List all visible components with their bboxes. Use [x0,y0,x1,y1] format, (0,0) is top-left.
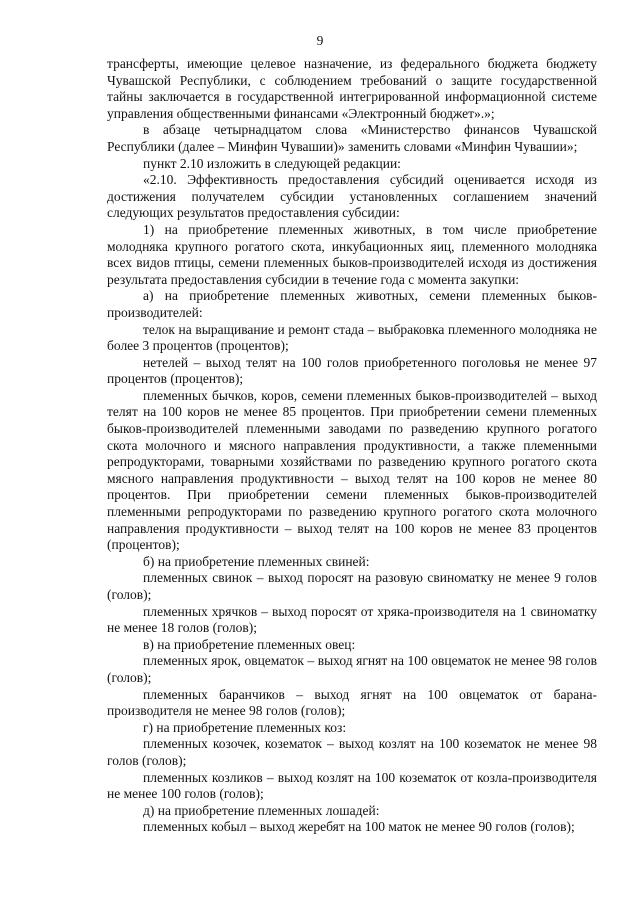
paragraph-17: племенных козочек, козематок – выход козлят на 100 козематок не менее 98 голов (голов); [107,736,597,768]
paragraph-20: племенных кобыл – выход жеребят на 100 маток не менее 90 голов (голов); [143,819,575,835]
paragraph-19: д) на приобретение племенных лошадей: [143,802,380,818]
paragraph-18: племенных козликов – выход козлят на 100 козематок от козла-производителя не менее 100 голов (голов); [107,769,597,802]
paragraph-3: пункт 2.10 изложить в следующей редакции: [143,155,401,171]
page-number: 9 [316,33,324,48]
paragraph-8: нетелей – выход телят на 100 голов приобретенного поголовья не менее 97 процентов (процентов); [107,354,597,387]
paragraph-10: б) на приобретение племенных свиней: [143,553,370,569]
paragraph-15: племенных баранчиков – выход ягнят на 100 овцематок от барана-производителя не менее 98 голов (голов); [107,686,597,719]
paragraph-14: племенных ярок, овцематок – выход ягнят на 100 овцематок не менее 98 голов (голов); [107,653,597,685]
paragraph-6: а) на приобретение племенных животных, семени племенных быков-производителей: [107,288,597,320]
paragraph-2: в абзаце четырнадцатом слова «Министерство финансов Чувашской Республики (далее – Минфин Чувашии)» заменить словами «Минфин Чувашии»; [107,122,597,154]
paragraph-4: «2.10. Эффективность предоставления субсидий оценивается исходя из достижения получателем субсидии установленных соглашением значений следующих результатов предоставления субсидии: [107,172,597,221]
paragraph-9: племенных бычков, коров, семени племенных быков-производителей – выход телят на 100 коров не менее 85 процентов. При приобретении семени племенных быков-производителей племенными заводами по разведению крупного рогатого скота молочного и мясного направления продуктивности, а также племенными репродукторами, товарными хозяйствами по разведению крупного рогатого скота мясного направления продуктивности – выход телят на 100 коров не менее 80 процентов. При приобретении семени племенных быков-производителей племенными репродукторами по разведению крупного рогатого скота молочного направления продуктивности – выход телят на 100 коров не менее 83 процентов (процентов); [107,387,597,553]
paragraph-7: телок на выращивание и ремонт стада – выбраковка племенного молодняка не более 3 процентов (процентов); [107,321,597,354]
paragraph-5: 1) на приобретение племенных животных, в том числе приобретение молодняка крупного рогатого скота, инкубационных яиц, племенного молодняка всех видов птицы, семени племенных быков-производителей исходя из достижения результата предоставления субсидии в течение года с момента закупки: [107,221,597,287]
paragraph-12: племенных хрячков – выход поросят от хряка-производителя на 1 свиноматку не менее 18 голов (голов); [107,603,597,636]
paragraph-16: г) на приобретение племенных коз: [143,719,347,735]
paragraph-11: племенных свинок – выход поросят на разовую свиноматку не менее 9 голов (голов); [107,570,597,602]
paragraph-1: трансферты, имеющие целевое назначение, из федерального бюджета бюджету Чувашской Республики, с соблюдением требований о защите государственной тайны заключается в государственной интегрированной информационной системе управления общественными финансами «Электронный бюджет».»; [107,56,597,121]
document-body [107,56,597,836]
paragraph-13: в) на приобретение племенных овец: [143,636,356,652]
